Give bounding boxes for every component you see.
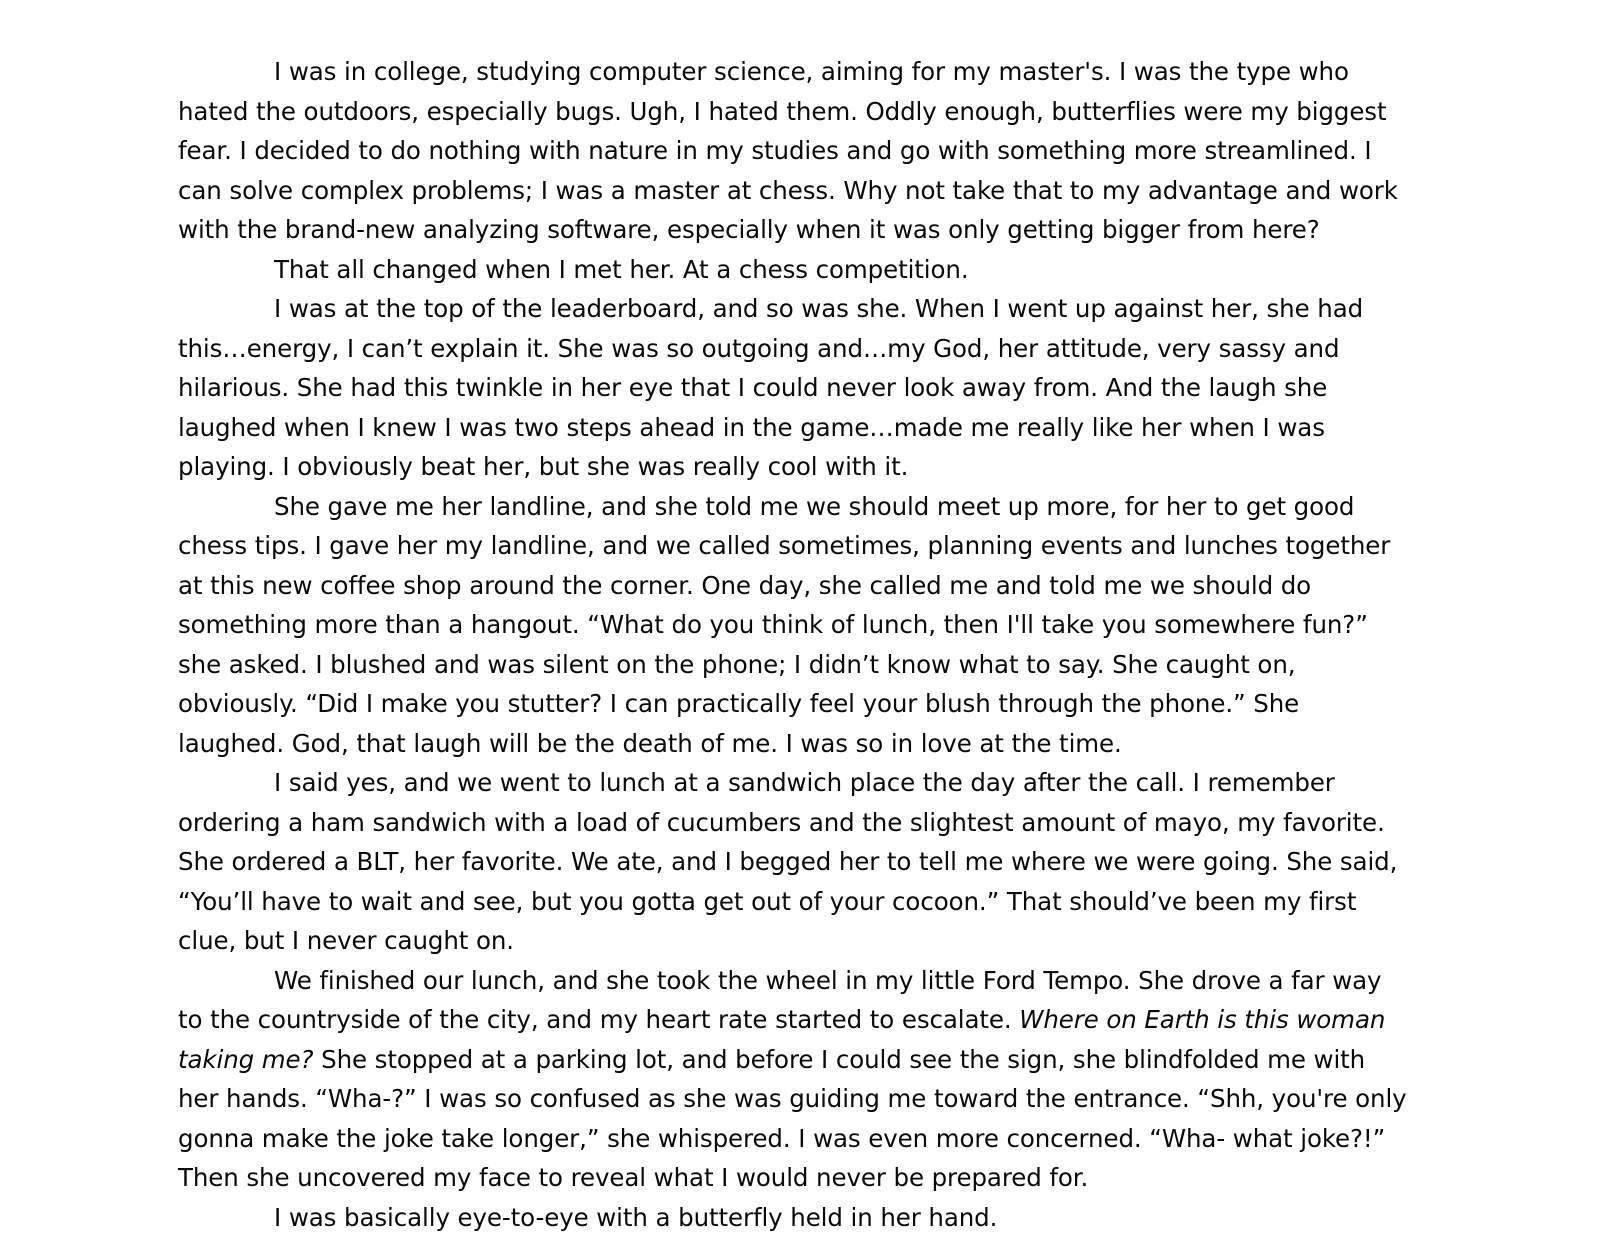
text-run: I was basically eye-to-eye with a butterfly held in her hand.	[274, 1202, 998, 1232]
paragraph	[178, 289, 1408, 487]
text-run: She gave me her landline, and she told me we should meet up more, for her to get good chess tips. I gave her my landline, and we called sometimes, planning events and lunches together at this new coffee shop around the corner. One day, she called me and told me we should do something more than a hangout. “What do you think of lunch, then I'll take you somewhere fun?” she asked. I blushed and was silent on the phone; I didn’t know what to say. She caught on, obviously. “Did I make you stutter? I can practically feel your blush through the phone.” She laughed. God, that laugh will be the death of me. I was so in love at the time.	[178, 491, 1391, 758]
italic-text-run: Where on Earth is this woman taking me?	[178, 1005, 1386, 1074]
paragraph	[178, 961, 1408, 1198]
text-run: I was in college, studying computer science, aiming for my master's. I was the type who hated the outdoors, especially bugs. Ugh, I hated them. Oddly enough, butterflies were my biggest fear. I decided to do nothing with nature in my studies and go with something more streamlined. I can solve complex problems; I was a master at chess. Why not take that to my advantage and work with the brand-new analyzing software, especially when it was only getting bigger from here?	[178, 57, 1398, 244]
paragraph	[178, 763, 1408, 961]
paragraph	[178, 52, 1408, 250]
text-run: We finished our lunch, and she took the wheel in my little Ford Tempo. She drove a far way to the countryside of the city, and my heart rate started to escalate.	[178, 965, 1382, 1034]
paragraph	[178, 250, 1408, 290]
text-run: I was at the top of the leaderboard, and so was she. When I went up against her, she had this…energy, I can’t explain it. She was so outgoing and…my God, her attitude, very sassy and hilarious. She had this twinkle in her eye that I could never look away from. And the laugh she laughed when I knew I was two steps ahead in the game…made me really like her when I was playing. I obviously beat her, but she was really cool with it.	[178, 294, 1364, 481]
paragraph	[178, 487, 1408, 764]
paragraph	[178, 1198, 1408, 1238]
text-run: I said yes, and we went to lunch at a sandwich place the day after the call. I remember ordering a ham sandwich with a load of cucumbers and the slightest amount of mayo, my favorite. She ordered a BLT, her favorite. We ate, and I begged her to tell me where we were going. She said, “You’ll have to wait and see, but you gotta get out of your cocoon.” That should’ve been my first clue, but I never caught on.	[178, 768, 1398, 955]
text-run: She stopped at a parking lot, and before I could see the sign, she blindfolded me with her hands. “Wha-?” I was so confused as she was guiding me toward the entrance. “Shh, you're only gonna make the joke take longer,” she whispered. I was even more concerned. “Wha- what joke?!” Then she uncovered my face to reveal what I would never be prepared for.	[178, 1044, 1407, 1192]
text-run: That all changed when I met her. At a chess competition.	[274, 254, 969, 284]
document-body	[178, 52, 1408, 1237]
